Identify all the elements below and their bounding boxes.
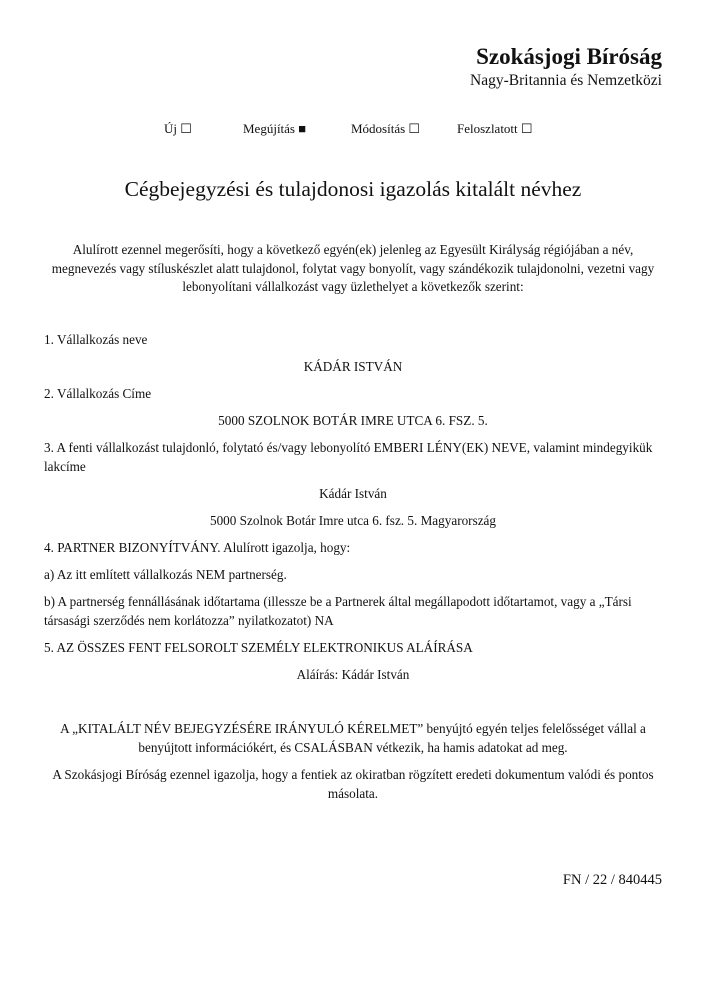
checkbox-amendment-label: Módosítás: [351, 121, 406, 136]
signature-line: Aláírás: Kádár István: [296, 667, 410, 682]
checkbox-amendment-mark: ☐: [408, 121, 421, 136]
court-jurisdiction: Nagy-Britannia és Nemzetközi: [470, 72, 662, 89]
court-certification: A Szokásjogi Bíróság ezennel igazolja, hogy a fentiek az okiratban rögzített eredeti dokumentum valódi és pontos másolata.: [52, 767, 654, 801]
checkbox-dissolved-mark: ☐: [520, 121, 533, 136]
checkbox-renewal-mark: ■: [298, 121, 307, 136]
reference-number: FN / 22 / 840445: [562, 872, 662, 888]
document-title: Cégbejegyzési és tulajdonosi igazolás kitalált névhez: [124, 177, 582, 201]
court-name: Szokásjogi Bíróság: [476, 44, 662, 69]
section-4-label: 4. PARTNER BIZONYÍTVÁNY. Alulírott igazolja, hogy:: [44, 540, 351, 555]
checkbox-dissolved-label: Feloszlatott: [457, 121, 518, 136]
owner-name-value: Kádár István: [319, 486, 387, 501]
section-1-label: 1. Vállalkozás neve: [44, 332, 148, 347]
checkbox-new-label: Új: [164, 121, 177, 136]
section-4a-text: a) Az itt említett vállalkozás NEM partnerség.: [44, 567, 287, 582]
business-address-value: 5000 SZOLNOK BOTÁR IMRE UTCA 6. FSZ. 5.: [218, 413, 488, 428]
intro-paragraph: Alulírott ezennel megerősíti, hogy a következő egyén(ek) jelenleg az Egyesült Királyság régiójában a név, megnevezés vagy stíluskészlet alatt tulajdonol, folytat vagy bonyolít, vagy szándékozik tulajdonolni, vezetni vagy lebonyolítani vállalkozást vagy üzlethelyet a következők szerint:: [51, 242, 655, 294]
checkbox-amendment: [351, 121, 420, 137]
checkbox-renewal-label: Megújítás: [243, 121, 295, 136]
owner-address-value: 5000 Szolnok Botár Imre utca 6. fsz. 5. Magyarország: [209, 513, 497, 528]
section-4b-text: b) A partnerség fennállásának időtartama (illessze be a Partnerek által megállapodott időtartamot, vagy a „Társi társasági szerződés nem korlátozza” nyilatkozatot) NA: [44, 594, 632, 628]
checkbox-new: [164, 121, 192, 137]
checkbox-renewal: [243, 121, 306, 137]
fraud-warning: A „KITALÁLT NÉV BEJEGYZÉSÉRE IRÁNYULÓ KÉRELMET” benyújtó egyén teljes felelősséget vállal a benyújtott információkért, és CSALÁSBAN vétkezik, ha hamis adatokat ad meg.: [60, 721, 646, 755]
checkbox-new-mark: ☐: [180, 121, 192, 136]
checkbox-dissolved: [457, 121, 533, 137]
section-5-label: 5. AZ ÖSSZES FENT FELSOROLT SZEMÉLY ELEKTRONIKUS ALÁÍRÁSA: [44, 640, 473, 655]
section-2-label: 2. Vállalkozás Címe: [44, 386, 152, 401]
status-checkbox-row: [0, 121, 706, 141]
section-3-label: 3. A fenti vállalkozást tulajdonló, folytató és/vagy lebonyolító EMBERI LÉNY(EK) NEVE, valamint mindegyikük lakcíme: [44, 440, 653, 474]
business-name-value: KÁDÁR ISTVÁN: [303, 359, 403, 374]
